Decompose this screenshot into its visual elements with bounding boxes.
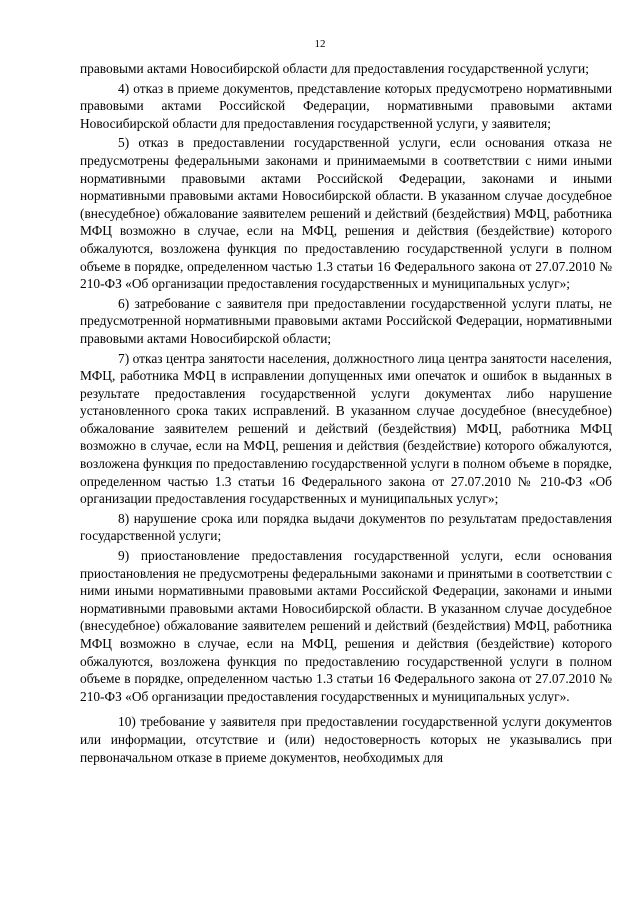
paragraph-item-6: 6) затребование с заявителя при предоставлении государственной услуги платы, не предусмотренной нормативными правовыми актами Российской Федерации, нормативными правовыми актами Новосибирской области; [80, 295, 612, 346]
paragraph-item-10: 10) требование у заявителя при предоставлении государственной услуги документов или информации, отсутствие и (или) недостоверность которых не указывались при первоначальном отказе в приеме документов, необходимых для [80, 714, 612, 765]
paragraph-item-4: 4) отказ в приеме документов, представление которых предусмотрено нормативными правовыми актами Российской Федерации, нормативными правовыми актами Новосибирской области для предоставления государственной услуги, у заявителя; [80, 80, 612, 131]
paragraph-item-9: 9) приостановление предоставления государственной услуги, если основания приостановления не предусмотрены федеральными законами и принятыми в соответствии с ними иными нормативными правовыми актами Российской Федерации, законами и иными нормативными правовыми актами Новосибирской области. В указанном случае досудебное (внесудебное) обжалование заявителем решений и действий (бездействия) МФЦ, работника МФЦ возможно в случае, если на МФЦ, решения и действия (бездействие) которого обжалуются, возложена функция по предоставлению государственной услуги в полном объеме в порядке, определенном частью 1.3 статьи 16 Федерального закона от 27.07.2010 № 210-ФЗ «Об организации предоставления государственных и муниципальных услуг». [80, 548, 612, 704]
document-body [80, 60, 612, 768]
paragraph-item-5: 5) отказ в предоставлении государственной услуги, если основания отказа не предусмотрены федеральными законами и принимаемыми в соответствии с ними иными нормативными правовыми актами Российской Федерации, законами и иными нормативными правовыми актами Новосибирской области. В указанном случае досудебное (внесудебное) обжалование заявителем решений и действий (бездействия) МФЦ, работника МФЦ возможно в случае, если на МФЦ, решения и действия (бездействие) которого обжалуются, возложена функция по предоставлению государственной услуги в полном объеме в порядке, определенном частью 1.3 статьи 16 Федерального закона от 27.07.2010 № 210-ФЗ «Об организации предоставления государственных и муниципальных услуг»; [80, 135, 612, 292]
page-number: 12 [314, 38, 326, 50]
paragraph-item-8: 8) нарушение срока или порядка выдачи документов по результатам предоставления государственной услуги; [80, 510, 612, 544]
paragraph-item-7: 7) отказ центра занятости населения, должностного лица центра занятости населения, МФЦ, работника МФЦ в исправлении допущенных ими опечаток и ошибок в выданных в результате предоставления государственной услуги документах либо нарушение установленного срока таких исправлений. В указанном случае досудебное (внесудебное) обжалование заявителем решений и действий (бездействия) МФЦ, работника МФЦ возможно в случае, если на МФЦ, решения и действия (бездействие) которого обжалуются, возложена функция по предоставлению государственной услуги в полном объеме в порядке, определенном частью 1.3 статьи 16 Федерального закона от 27.07.2010 № 210-ФЗ «Об организации предоставления государственных и муниципальных услуг»; [80, 350, 612, 507]
paragraph-continuation: правовыми актами Новосибирской области для предоставления государственной услуги; [80, 61, 589, 76]
